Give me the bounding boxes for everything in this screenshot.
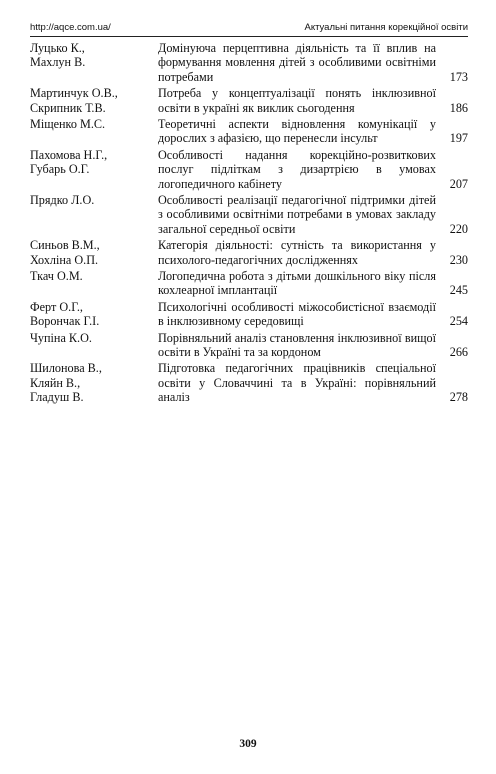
toc-author: Губарь О.Г.: [30, 162, 90, 177]
toc-author: Прядко Л.О.: [30, 192, 95, 207]
toc-entry-title: Категорія діяльності: сутність та використання у психолого-педагогічних дослідженнях: [158, 238, 436, 267]
toc-entry: [30, 117, 468, 146]
toc-entry: [30, 331, 468, 360]
toc-author: Махлун В.: [30, 55, 86, 70]
toc-entry-page: 245: [449, 283, 468, 298]
toc-entry-title: Особливості надання корекційно-розвиткових послуг підліткам з дизартрією в умовах логопедичного кабінету: [158, 147, 436, 191]
table-of-contents: [30, 41, 468, 407]
toc-entry: [30, 269, 468, 298]
toc-entry-title: Домінуюча перцептивна діяльність та її вплив на формування мовлення дітей з особливими освітніми потребами: [158, 41, 436, 84]
toc-entry-authors: [30, 238, 156, 267]
toc-author: Ворончак Г.І.: [30, 314, 100, 329]
toc-author: Хохліна О.П.: [30, 252, 99, 267]
toc-author: Ферт О.Г.,: [30, 299, 83, 314]
header-journal-title: Актуальні питання корекційної освіти: [304, 22, 468, 33]
toc-entry-authors: [30, 86, 156, 115]
toc-entry: [30, 86, 468, 115]
toc-entry: [30, 193, 468, 236]
toc-entry-title: Теоретичні аспекти відновлення комунікації у дорослих з афазією, що перенесли інсульт: [158, 116, 436, 146]
toc-entry: [30, 148, 468, 191]
toc-author: Гладуш В.: [30, 390, 84, 405]
toc-entry-title: Порівняльний аналіз становлення інклюзивної вищої освіти в Україні та за кордоном: [158, 330, 436, 359]
toc-entry-authors: [30, 193, 156, 207]
toc-entry: [30, 41, 468, 84]
toc-entry-page: 278: [449, 390, 468, 405]
toc-entry-page: 266: [449, 344, 468, 359]
toc-entry-authors: [30, 269, 156, 283]
toc-entry-title: Підготовка педагогічних працівників спеціальної освіти у Словаччині та в Україні: порівняльний аналіз: [158, 361, 436, 405]
toc-entry-authors: [30, 117, 156, 131]
toc-entry-authors: [30, 331, 156, 345]
running-header: [30, 22, 468, 37]
toc-author: Шилонова В.,: [30, 361, 102, 376]
toc-entry-authors: [30, 148, 156, 177]
toc-author: Луцько К.,: [30, 41, 85, 55]
toc-entry-title: Психологічні особливості міжособистісної взаємодії в інклюзивному середовищі: [158, 299, 436, 329]
toc-author: Кляйн В.,: [30, 375, 81, 390]
toc-entry-page: 207: [449, 176, 468, 191]
toc-author: Мартинчук О.В.,: [30, 86, 118, 101]
toc-entry-authors: [30, 41, 156, 70]
toc-author: Скрипник Т.В.: [30, 100, 106, 115]
toc-entry-page: 254: [449, 314, 468, 329]
toc-author: Синьов В.М.,: [30, 238, 100, 253]
header-url[interactable]: http://aqce.com.ua/: [30, 22, 111, 33]
toc-entry: [30, 361, 468, 404]
toc-entry-page: 230: [449, 252, 468, 267]
toc-author: Пахомова Н.Г.,: [30, 147, 108, 162]
toc-entry-title: Особливості реалізації педагогічної підтримки дітей з особливими освітніми потребами в умовах закладу загальної середньої освіти: [158, 192, 436, 236]
toc-entry: [30, 238, 468, 267]
toc-entry-title: Потреба у концептуалізації понять інклюзивної освіти в україні як виклик сьогодення: [158, 86, 436, 115]
toc-entry-title: Логопедична робота з дітьми дошкільного віку після кохлеарної імплантації: [158, 268, 436, 298]
toc-entry-page: 173: [449, 69, 468, 84]
toc-entry-authors: [30, 361, 156, 404]
toc-author: Міщенко М.С.: [30, 116, 106, 131]
toc-author: Ткач О.М.: [30, 268, 83, 283]
toc-entry-page: 186: [449, 100, 468, 115]
toc-entry: [30, 300, 468, 329]
toc-entry-page: 220: [449, 221, 468, 236]
toc-entry-page: 197: [449, 131, 468, 146]
toc-author: Чупіна К.О.: [30, 330, 92, 345]
page-number: 309: [239, 738, 257, 750]
toc-entry-authors: [30, 300, 156, 329]
